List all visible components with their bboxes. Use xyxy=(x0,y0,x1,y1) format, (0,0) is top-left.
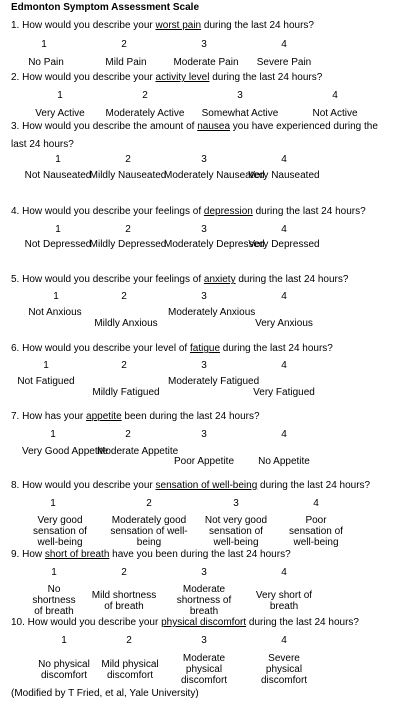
q7-option-4-label[interactable]: No Appetite xyxy=(258,456,310,467)
q8-option-4-number: 4 xyxy=(313,498,319,509)
q1-option-2-label[interactable]: Mild Pain xyxy=(105,57,147,68)
q9-option-3-number: 3 xyxy=(201,567,207,578)
q1-option-3-label[interactable]: Moderate Pain xyxy=(173,57,239,68)
q1-option-3-number: 3 xyxy=(201,39,207,50)
q5-option-2-label[interactable]: Mildly Anxious xyxy=(94,318,158,329)
q2-option-2-label[interactable]: Moderately Active xyxy=(105,108,185,119)
question-3: 3. How would you describe the amount of nausea you have experienced during the last 24 hours? xyxy=(11,121,378,150)
footer-credit: (Modified by T Fried, et al, Yale University) xyxy=(11,688,199,699)
q9-option-2-label[interactable]: Mild shortness of breath xyxy=(91,590,157,612)
q3-option-3-number: 3 xyxy=(201,154,207,165)
q1-option-1-label[interactable]: No Pain xyxy=(28,57,64,68)
q7-option-1-number: 1 xyxy=(50,429,56,440)
q8-option-2-number: 2 xyxy=(146,498,152,509)
q6-option-2-label[interactable]: Mildly Fatigued xyxy=(92,387,160,398)
q7-option-2-number: 2 xyxy=(125,429,131,440)
q4-option-3-label[interactable]: Moderately Depressed xyxy=(164,239,265,250)
q6-option-2-number: 2 xyxy=(121,360,127,371)
q7-option-4-number: 4 xyxy=(281,429,287,440)
q4-option-2-label[interactable]: Mildly Depressed xyxy=(89,239,167,250)
q9-option-1-number: 1 xyxy=(51,567,57,578)
question-7: 7. How has your appetite been during the last 24 hours? xyxy=(11,411,260,422)
q5-option-4-label[interactable]: Very Anxious xyxy=(255,318,313,329)
q1-option-4-label[interactable]: Severe Pain xyxy=(256,57,312,68)
q5-option-4-number: 4 xyxy=(281,291,287,302)
q10-option-2-number: 2 xyxy=(126,635,132,646)
q1-option-4-number: 4 xyxy=(281,39,287,50)
q3-option-2-label[interactable]: Mildly Nauseated xyxy=(89,170,167,181)
q8-option-1-number: 1 xyxy=(50,498,56,509)
q5-option-2-number: 2 xyxy=(121,291,127,302)
q2-option-4-label[interactable]: Not Active xyxy=(312,108,358,119)
question-9: 9. How short of breath have you been during the last 24 hours? xyxy=(11,549,291,560)
q6-option-1-number: 1 xyxy=(43,360,49,371)
question-8: 8. How would you describe your sensation of well-being during the last 24 hours? xyxy=(11,480,371,491)
question-5: 5. How would you describe your feelings of anxiety during the last 24 hours? xyxy=(11,274,349,285)
q3-option-2-number: 2 xyxy=(125,154,131,165)
q8-option-2-label[interactable]: Moderately good sensation of well-being xyxy=(110,515,188,548)
q3-option-1-number: 1 xyxy=(55,154,61,165)
q6-option-1-label[interactable]: Not Fatigued xyxy=(17,376,75,387)
q5-option-1-label[interactable]: Not Anxious xyxy=(28,307,82,318)
q7-option-1-label[interactable]: Very Good Appetite xyxy=(22,446,109,457)
q10-option-3-label[interactable]: Moderate physical discomfort xyxy=(180,653,228,686)
q10-option-3-number: 3 xyxy=(201,635,207,646)
q8-option-3-label[interactable]: Not very good sensation of well-being xyxy=(204,515,268,548)
q5-option-1-number: 1 xyxy=(53,291,59,302)
q9-option-1-label[interactable]: No shortness of breath xyxy=(32,584,76,617)
q8-option-3-number: 3 xyxy=(233,498,239,509)
q6-option-3-label[interactable]: Moderately Fatigued xyxy=(168,376,260,387)
question-2: 2. How would you describe your activity level during the last 24 hours? xyxy=(11,72,323,83)
question-6: 6. How would you describe your level of fatigue during the last 24 hours? xyxy=(11,343,333,354)
q3-option-4-label[interactable]: Very Nauseated xyxy=(248,170,320,181)
q4-option-2-number: 2 xyxy=(125,224,131,235)
q10-option-2-label[interactable]: Mild physical discomfort xyxy=(101,659,159,681)
q2-option-3-number: 3 xyxy=(237,90,243,101)
q10-option-1-number: 1 xyxy=(61,635,67,646)
question-1: 1. How would you describe your worst pain during the last 24 hours? xyxy=(11,20,314,31)
q6-option-3-number: 3 xyxy=(201,360,207,371)
q6-option-4-number: 4 xyxy=(281,360,287,371)
q9-option-4-label[interactable]: Very short of breath xyxy=(255,590,313,612)
q3-option-1-label[interactable]: Not Nauseated xyxy=(24,170,92,181)
q6-option-4-label[interactable]: Very Fatigued xyxy=(253,387,315,398)
q10-option-1-label[interactable]: No physical discomfort xyxy=(38,659,90,681)
q5-option-3-number: 3 xyxy=(201,291,207,302)
q4-option-1-number: 1 xyxy=(55,224,61,235)
q7-option-3-number: 3 xyxy=(201,429,207,440)
q7-option-2-label[interactable]: Moderate Appetite xyxy=(97,446,179,457)
q2-option-4-number: 4 xyxy=(332,90,338,101)
q7-option-3-label[interactable]: Poor Appetite xyxy=(173,456,235,467)
q10-option-4-label[interactable]: Severe physical discomfort xyxy=(260,653,308,686)
q1-option-2-number: 2 xyxy=(121,39,127,50)
q9-option-3-label[interactable]: Moderate shortness of breath xyxy=(176,584,232,617)
q4-option-4-label[interactable]: Very Depressed xyxy=(248,239,320,250)
q9-option-4-number: 4 xyxy=(281,567,287,578)
q5-option-3-label[interactable]: Moderately Anxious xyxy=(168,307,256,318)
q3-option-4-number: 4 xyxy=(281,154,287,165)
page-title: Edmonton Symptom Assessment Scale xyxy=(11,2,200,13)
q3-option-3-label[interactable]: Moderately Nauseated xyxy=(164,170,265,181)
q1-option-1-number: 1 xyxy=(41,39,47,50)
q8-option-1-label[interactable]: Very good sensation of well-being xyxy=(33,515,87,548)
q2-option-1-number: 1 xyxy=(57,90,63,101)
q2-option-3-label[interactable]: Somewhat Active xyxy=(201,108,279,119)
q8-option-4-label[interactable]: Poor sensation of well-being xyxy=(289,515,343,548)
question-10: 10. How would you describe your physical discomfort during the last 24 hours? xyxy=(11,617,359,628)
question-4: 4. How would you describe your feelings of depression during the last 24 hours? xyxy=(11,206,366,217)
q10-option-4-number: 4 xyxy=(281,635,287,646)
q2-option-2-number: 2 xyxy=(142,90,148,101)
q4-option-4-number: 4 xyxy=(281,224,287,235)
q9-option-2-number: 2 xyxy=(121,567,127,578)
q4-option-3-number: 3 xyxy=(201,224,207,235)
q2-option-1-label[interactable]: Very Active xyxy=(35,108,85,119)
q4-option-1-label[interactable]: Not Depressed xyxy=(24,239,92,250)
